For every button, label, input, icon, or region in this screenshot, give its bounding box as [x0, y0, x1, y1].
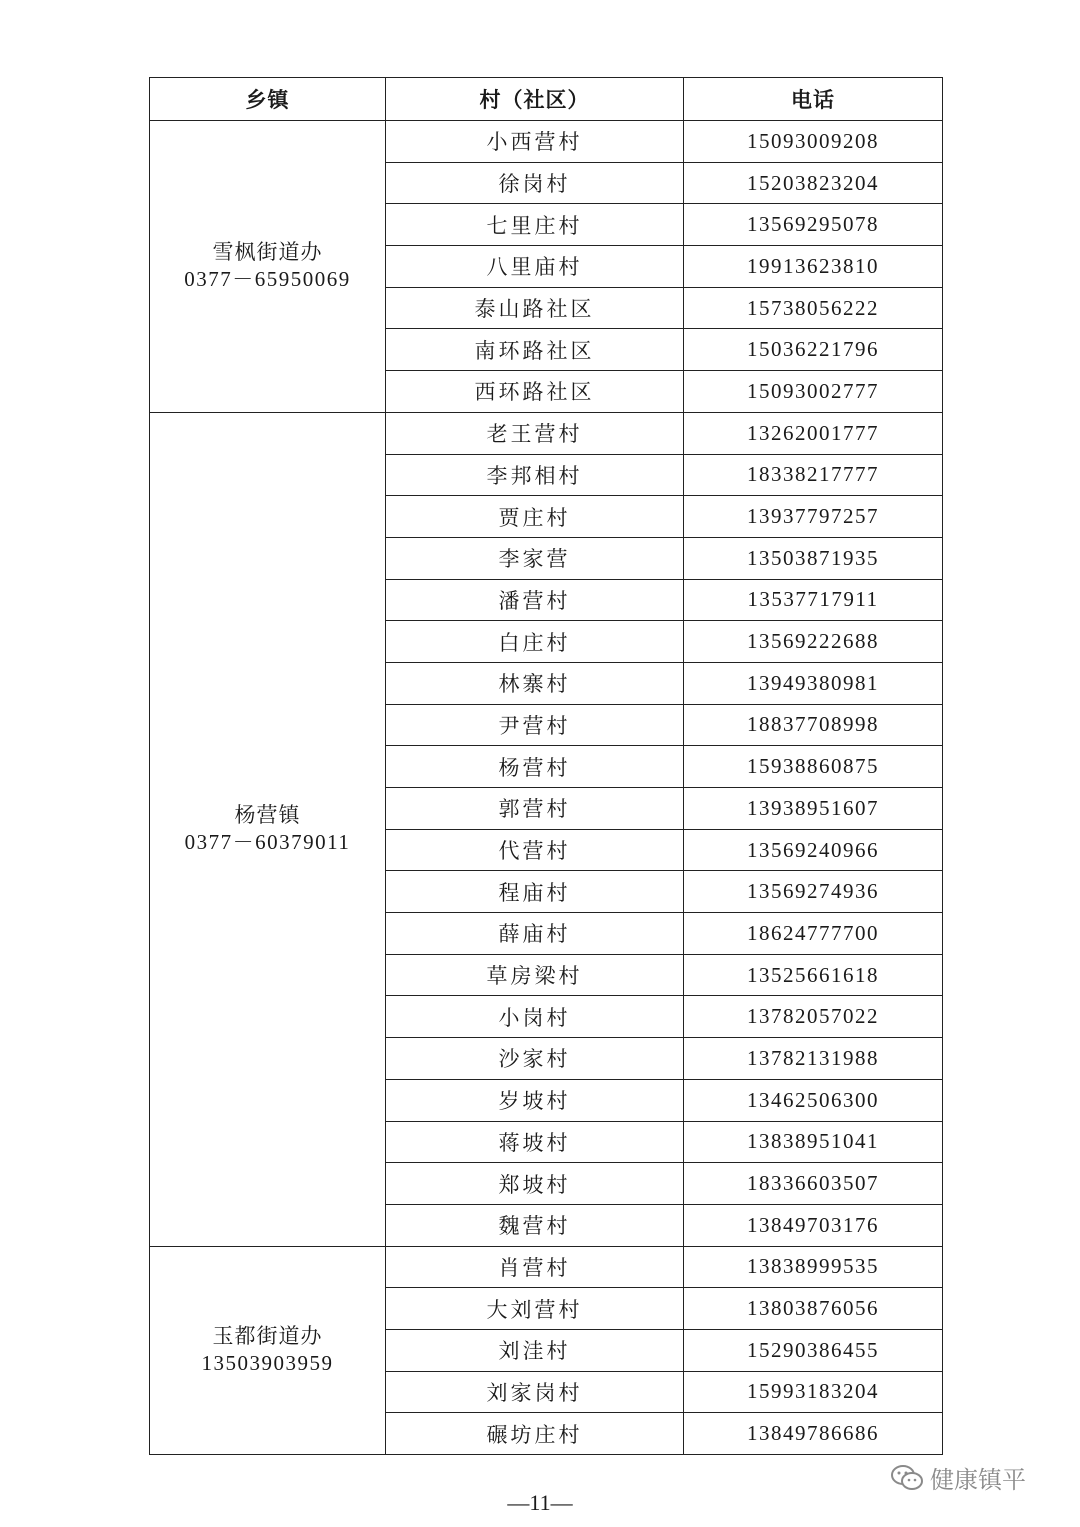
phone-cell: 18336603507 [684, 1163, 943, 1205]
village-cell: 蒋坡村 [386, 1121, 684, 1163]
village-cell: 刘家岗村 [386, 1371, 684, 1413]
phone-cell: 15203823204 [684, 162, 943, 204]
village-cell: 碾坊庄村 [386, 1413, 684, 1455]
village-cell: 林寨村 [386, 662, 684, 704]
phone-cell: 13849786686 [684, 1413, 943, 1455]
phone-cell: 18837708998 [684, 704, 943, 746]
table-row [150, 121, 943, 163]
contact-table [149, 77, 943, 1455]
phone-cell: 13537717911 [684, 579, 943, 621]
town-phone: 13503903959 [201, 1351, 334, 1376]
phone-cell: 13262001777 [684, 412, 943, 454]
village-cell: 魏营村 [386, 1204, 684, 1246]
table-body [150, 121, 943, 1455]
phone-cell: 13838999535 [684, 1246, 943, 1288]
header-town: 乡镇 [150, 78, 386, 121]
village-cell: 李邦相村 [386, 454, 684, 496]
phone-cell: 15290386455 [684, 1329, 943, 1371]
town-cell [150, 412, 386, 1246]
phone-cell: 15993183204 [684, 1371, 943, 1413]
village-cell: 杨营村 [386, 746, 684, 788]
phone-cell: 19913623810 [684, 246, 943, 288]
phone-cell: 13782131988 [684, 1038, 943, 1080]
village-cell: 代营村 [386, 829, 684, 871]
phone-cell: 15093009208 [684, 121, 943, 163]
table-header-row [150, 78, 943, 121]
phone-cell: 15093002777 [684, 371, 943, 413]
town-phone: 0377－60379011 [184, 830, 351, 855]
town-name: 玉都街道办 [212, 1324, 323, 1349]
village-cell: 老王营村 [386, 412, 684, 454]
table-row [150, 412, 943, 454]
village-cell: 徐岗村 [386, 162, 684, 204]
village-cell: 贾庄村 [386, 496, 684, 538]
phone-cell: 13569240966 [684, 829, 943, 871]
phone-cell: 15938860875 [684, 746, 943, 788]
village-cell: 刘洼村 [386, 1329, 684, 1371]
village-cell: 薛庙村 [386, 913, 684, 955]
phone-cell: 13525661618 [684, 954, 943, 996]
village-cell: 肖营村 [386, 1246, 684, 1288]
village-cell: 小西营村 [386, 121, 684, 163]
phone-cell: 13569274936 [684, 871, 943, 913]
village-cell: 程庙村 [386, 871, 684, 913]
town-name: 雪枫街道办 [212, 240, 323, 265]
village-cell: 郭营村 [386, 788, 684, 830]
phone-cell: 18338217777 [684, 454, 943, 496]
village-cell: 西环路社区 [386, 371, 684, 413]
phone-cell: 13937797257 [684, 496, 943, 538]
village-cell: 沙家村 [386, 1038, 684, 1080]
village-cell: 李家营 [386, 537, 684, 579]
village-cell: 南环路社区 [386, 329, 684, 371]
town-cell [150, 1246, 386, 1454]
wechat-icon [890, 1464, 924, 1492]
village-cell: 小岗村 [386, 996, 684, 1038]
header-village: 村（社区） [386, 78, 684, 121]
phone-cell: 13462506300 [684, 1079, 943, 1121]
watermark-text: 健康镇平 [930, 1466, 1026, 1494]
town-cell [150, 121, 386, 413]
village-cell: 八里庙村 [386, 246, 684, 288]
village-cell: 七里庄村 [386, 204, 684, 246]
phone-cell: 18624777700 [684, 913, 943, 955]
village-cell: 郑坡村 [386, 1163, 684, 1205]
phone-cell: 13949380981 [684, 662, 943, 704]
village-cell: 岁坡村 [386, 1079, 684, 1121]
village-cell: 泰山路社区 [386, 287, 684, 329]
phone-cell: 13569295078 [684, 204, 943, 246]
phone-cell: 13503871935 [684, 537, 943, 579]
phone-cell: 13782057022 [684, 996, 943, 1038]
phone-cell: 15036221796 [684, 329, 943, 371]
phone-cell: 13838951041 [684, 1121, 943, 1163]
phone-cell: 13849703176 [684, 1204, 943, 1246]
page-number: —11— [507, 1490, 573, 1515]
village-cell: 大刘营村 [386, 1288, 684, 1330]
town-phone: 0377－65950069 [184, 267, 351, 292]
phone-cell: 13938951607 [684, 788, 943, 830]
village-cell: 草房梁村 [386, 954, 684, 996]
village-cell: 潘营村 [386, 579, 684, 621]
table-row [150, 1246, 943, 1288]
town-name: 杨营镇 [234, 803, 301, 828]
header-phone: 电话 [684, 78, 943, 121]
phone-cell: 15738056222 [684, 287, 943, 329]
village-cell: 尹营村 [386, 704, 684, 746]
phone-cell: 13569222688 [684, 621, 943, 663]
phone-cell: 13803876056 [684, 1288, 943, 1330]
village-cell: 白庄村 [386, 621, 684, 663]
